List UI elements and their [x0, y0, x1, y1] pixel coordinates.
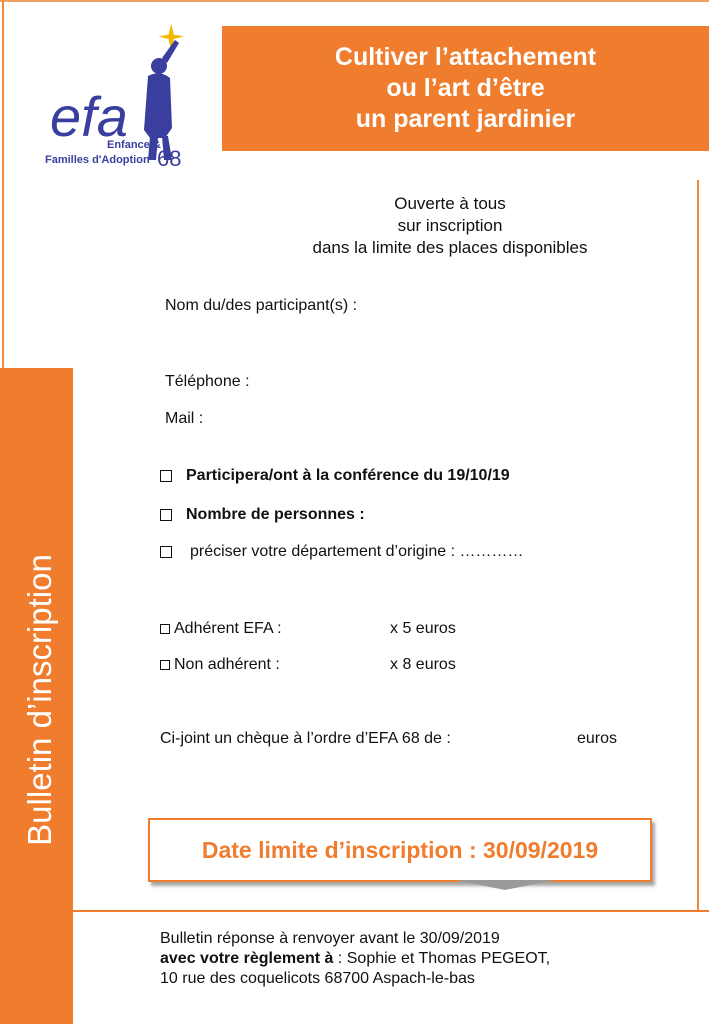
footer-line-2-bold: avec votre règlement à: [160, 950, 334, 967]
non-member-label: Non adhérent :: [174, 656, 280, 673]
non-member-price: x 8 euros: [390, 656, 456, 673]
deadline-arrow: [455, 880, 555, 890]
participants-label: Nom du/des participant(s) :: [165, 297, 358, 314]
non-member-checkbox[interactable]: [160, 660, 170, 670]
cheque-unit: euros: [577, 730, 618, 747]
title-line-2: ou l’art d’être: [386, 74, 545, 102]
member-checkbox[interactable]: [160, 624, 170, 634]
cheque-label: Ci-joint un chèque à l’ordre d’EFA 68 de :: [160, 730, 451, 747]
department-label: préciser votre département d’origine : …………: [190, 543, 524, 560]
footer-line-2-rest: : Sophie et Thomas PEGEOT,: [333, 950, 551, 967]
footer-line-2: [160, 949, 550, 969]
intro-line-2: sur inscription: [397, 216, 503, 235]
footer-line-3: 10 rue des coquelicots 68700 Aspach-le-bas: [160, 970, 475, 987]
sidebar-label: Bulletin d’inscription: [21, 554, 58, 846]
conference-checkbox[interactable]: [160, 470, 172, 482]
member-row[interactable]: [160, 620, 282, 638]
title-line-1: Cultiver l’attachement: [334, 43, 597, 71]
member-label: Adhérent EFA :: [174, 620, 282, 637]
logo-number: 68: [157, 146, 182, 171]
department-row[interactable]: [160, 543, 523, 561]
people-count-row[interactable]: [160, 506, 365, 524]
deadline-box: [148, 818, 652, 882]
department-checkbox[interactable]: [160, 546, 172, 558]
logo-line1: Enfance &: [107, 139, 161, 151]
intro-line-1: Ouverte à tous: [394, 194, 506, 213]
right-border: [697, 180, 699, 910]
phone-label: Téléphone :: [165, 373, 250, 390]
intro-line-3: dans la limite des places disponibles: [312, 238, 588, 257]
footer-text: [160, 929, 550, 989]
intro-text: [250, 193, 650, 259]
deadline-text: Date limite d’inscription : 30/09/2019: [201, 836, 599, 863]
top-border: [0, 0, 709, 2]
mail-label: Mail :: [165, 410, 204, 427]
logo-letters: efa: [50, 85, 128, 148]
title-banner: [222, 26, 709, 151]
title-line-3: un parent jardinier: [355, 105, 576, 133]
footer-divider: [66, 910, 709, 912]
conference-row[interactable]: [160, 467, 510, 485]
logo-line2: Familles d'Adoption: [45, 154, 150, 166]
non-member-row[interactable]: [160, 656, 280, 674]
people-count-checkbox[interactable]: [160, 509, 172, 521]
member-price: x 5 euros: [390, 620, 456, 637]
footer-line-1: Bulletin réponse à renvoyer avant le 30/09/2019: [160, 930, 500, 947]
conference-label: Participera/ont à la conférence du 19/10/19: [186, 467, 510, 484]
efa-logo: [40, 18, 200, 173]
people-count-label: Nombre de personnes :: [186, 506, 365, 523]
